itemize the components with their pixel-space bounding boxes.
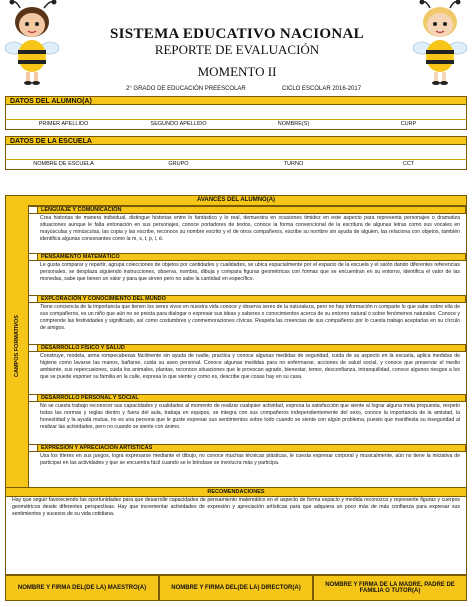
field-label: NOMBRE DE ESCUELA [33, 161, 94, 167]
advances-header: AVANCES DEL ALUMNO(A) [6, 196, 466, 206]
field-label: TURNO [283, 161, 304, 167]
recommendations-text: Hay que seguir favoreciendo las oportunidades para que desarrolle capacidades de pensamiento matemático en el aspecto de forma espacio y medida reconozca y represente figuras y cuerpos geométricos desde diferentes perspectivas. Hay que incrementar actividades de expresión y apreciación artísticas para que adquiera un poco más de más confianza para expresar sus sentimientos y sucesos de su vida cotidiana. [12, 497, 460, 517]
field-text: Crea historias de manera individual, distingue historias entre lo fantástico y lo real, demuestra en ocasiones timidez en este aspecto para representa personajes o dramatiza situaciones aunque le falta entonación en sus personajes, conoce portadores de textos, conoce la forma convencional de la escritura de algunas letras como sus vocales en mayúsculas y minúsculas, las copia y las escribe, reconoce su nombre escrito y el de otros compañeros, escribe su nombre sin ayuda de alguien, las relaciona con objetos, también identifica algunas consonantes como la m, s, t, p, l, d. [40, 215, 460, 242]
student-data-section [5, 96, 467, 130]
signature-row [5, 575, 467, 601]
field-text: Le gusta comparar y repartir, agrupa colecciones de objetos por cantidades y cualidades, se ubica espacialmente por el espacio de la escuela y el salón dando diferentes referencias personales, se desplaza siguiendo instrucciones, observa, nombra, dibuja y compara figuras geométricas con formas que se encuentran en su entorno, identifica el valor de las monedas, sabe que tienen un valor y para que sirven pero no sabe la cantidad en específico. [40, 262, 460, 282]
field-personal [28, 394, 466, 431]
grade-label: 2° GRADO DE EDUCACIÓN PREESCOLAR [126, 86, 246, 92]
recommendations-header: RECOMENDACIONES [6, 487, 466, 497]
student-field-labels [5, 120, 467, 130]
checkbox[interactable] [28, 444, 38, 452]
student-advances-section [5, 195, 467, 575]
field-text: Construye, modela, arma rompecabezas fácilmente sin ayuda de nadie, practica y conoce algunas medidas de seguridad, cuida de su aspecto en la escuela, aplica medidas de higiene como lavarse las manos, bañarse, cuida su aseo personal. Conoce algunas medidas para no enfermarse, acciones de salud social, y conoce que preservar el medio ambiente, sus repercusiones, cuida los animales, plantas, reconoce situaciones que le provocan agrado, bienestar, temor, desconfianza, intranquilidad, conoce algunos riesgos a los que se puede exponer su familia en la calle, expresa lo que siente y como es, describe que cosas hay en su casa. [40, 353, 460, 380]
field-title: DESARROLLO FÍSICO Y SALUD [38, 344, 466, 352]
field-fisico [28, 344, 466, 381]
field-label: GRUPO [168, 161, 189, 167]
field-label: CCT [402, 161, 415, 167]
report-moment: MOMENTO II [197, 64, 277, 79]
field-title: LENGUAJE Y COMUNICACIÓN [38, 206, 466, 214]
field-exploracion [28, 295, 466, 332]
school-data-header: DATOS DE LA ESCUELA [5, 136, 467, 145]
checkbox[interactable] [28, 206, 38, 214]
campos-formativos-label: CAMPOS FORMATIVOS [14, 315, 20, 377]
teacher-signature[interactable]: NOMBRE Y FIRMA DEL(DE LA) MAESTRO(A) [5, 575, 159, 601]
school-data-section [5, 136, 467, 170]
field-title: PENSAMIENTO MATEMÁTICO [38, 253, 466, 261]
field-lenguaje [28, 206, 466, 243]
field-label: NOMBRE(S) [277, 121, 310, 127]
checkbox[interactable] [28, 344, 38, 352]
student-data-header: DATOS DEL ALUMNO(A) [5, 96, 467, 105]
field-text: No se cuesta trabajo reconocer sus capacidades y cualidades al momento de realizar cualquier actividad, expresa la satisfacción que siente al lograr alguna meta propuesta, respeto todas las normas y reglas dentro y fuera del aula, trabaja en equipos, se integra con sus compañeros independientemente del sexo, conoce la importancia de la amistad, la honestidad y la ayuda mutua, no es una persona que le guste expresar sus sentimientos sobre todo cuando se siente con algún problema, puesto que manifiesta su inseguridad al realizar las actividades, pero no cuando se siente con ánimo. [40, 403, 460, 430]
bee-girl-illustration-right [408, 0, 472, 86]
campos-formativos-side [6, 205, 29, 487]
bee-girl-illustration-left [2, 0, 66, 86]
field-title: EXPLORACIÓN Y CONOCIMIENTO DEL MUNDO [38, 295, 466, 303]
report-subtitle: REPORTE DE EVALUACIÓN [154, 42, 320, 57]
field-artisticas [28, 444, 466, 467]
guardian-signature[interactable]: NOMBRE Y FIRMA DE LA MADRE, PADRE DE FAMILIA O TUTOR(A) [313, 575, 467, 601]
school-data-entry-line[interactable] [5, 145, 467, 160]
cycle-label: CICLO ESCOLAR 2016-2017 [282, 86, 362, 92]
field-pensamiento [28, 253, 466, 283]
field-title: EXPRESIÓN Y APRECIACIÓN ARTÍSTICAS [38, 444, 466, 452]
field-label: CURP [400, 121, 417, 127]
field-label: PRIMER APELLIDO [38, 121, 89, 127]
director-signature[interactable]: NOMBRE Y FIRMA DEL(DE LA) DIRECTOR(A) [159, 575, 313, 601]
school-field-labels [5, 160, 467, 170]
student-data-entry-line[interactable] [5, 105, 467, 120]
report-title: SISTEMA EDUCATIVO NACIONAL [110, 26, 364, 42]
field-title: DESARROLLO PERSONAL Y SOCIAL [38, 394, 466, 402]
field-label: SEGUNDO APELLIDO [150, 121, 207, 127]
field-text: Tiene conciencia de la importancia que tienen los seres vivos en nuestra vida conoce y observa seres de la naturaleza, pero no hay información n comparte lo que sabe sobre ella de sus compañeros, es un niño que aún no se presta para dialogar o expresar sus ideas y saberes o conocimientos acerca de su entorno natural o sobre fenómenos naturales. Conoce y comprende las festividades y significado, así como costumbres y conmemoraciones cívicas. Respeta las creencias de sus compañeros por lo cuesta trabajo aceptarlas en su círculo de amigos. [40, 304, 460, 331]
checkbox[interactable] [28, 295, 38, 303]
checkbox[interactable] [28, 394, 38, 402]
checkbox[interactable] [28, 253, 38, 261]
field-text: Usa los títeres en sus juegos, logra expresarse mediante el dibujo, no conoce muchas técnicas plásticas, le cuesta expresar corporal y musicalmente, aún no tiene la iniciativa de participar en las actividades y que se encuentra fácil cuando se le brindase se involucra más y participa. [40, 453, 460, 466]
